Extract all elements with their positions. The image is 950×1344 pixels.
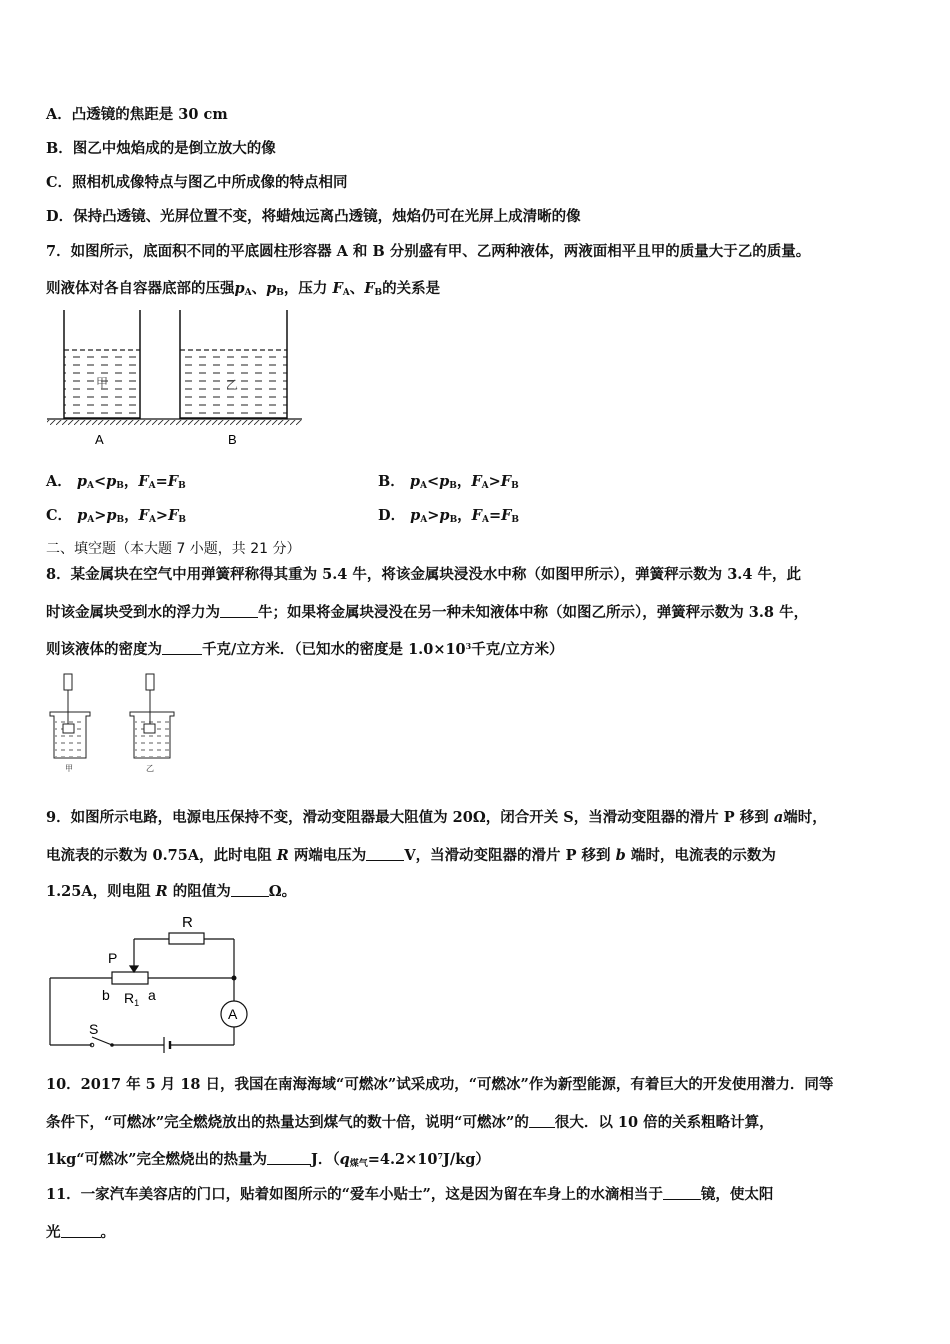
q10-stem-line1: 10．2017 年 5 月 18 日，我国在南海海域“可燃冰”试采成功，“可燃冰”作为新型能源，有着巨大的开发使用潜力．同等 [46, 1076, 834, 1093]
ground-hatch [47, 420, 302, 425]
q9-stem-line2: 电流表的示数为 0.75A，此时电阻 R 两端电压为 V，当滑动变阻器的滑片 P 移到 b 端时，电流表的示数为 [46, 847, 776, 864]
q9-stem-line1: 9．如图所示电路，电源电压保持不变，滑动变阻器最大阻值为 20Ω，闭合开关 S，当滑动变阻器的滑片 P 移到 a端时， [46, 809, 827, 826]
svg-text:S: S [89, 1021, 99, 1037]
q8-blank-1[interactable] [220, 605, 258, 618]
q6-option-c: C．照相机成像特点与图乙中所成像的特点相同 [46, 174, 348, 191]
q6-option-b: B．图乙中烛焰成的是倒立放大的像 [46, 140, 276, 157]
q10-blank-1[interactable] [529, 1115, 555, 1128]
rheostat-r1 [112, 972, 148, 984]
svg-text:乙: 乙 [146, 764, 154, 773]
q11-blank-2[interactable] [61, 1225, 101, 1238]
q8-spring-scale-figure [44, 670, 194, 775]
svg-text:乙: 乙 [226, 378, 239, 392]
resistor-r [169, 933, 204, 944]
svg-text:R1: $R_1$ [124, 990, 140, 1008]
svg-text:甲: 甲 [65, 764, 73, 773]
q7-option-d: D． $p_A>p_B$，$F_A=F_B$ [378, 507, 520, 525]
q7-option-b: B． $p_A<p_B$，$F_A>F_B$ [378, 473, 519, 491]
svg-text:A: A [228, 1006, 238, 1022]
container-b [180, 310, 287, 418]
q11-blank-1[interactable] [663, 1187, 701, 1200]
q10-blank-2[interactable] [267, 1152, 311, 1165]
beaker-jia [50, 674, 90, 773]
beaker-yi [130, 674, 174, 773]
svg-text:b: b [102, 987, 110, 1003]
q11-stem-line2: 光 。 [46, 1224, 115, 1241]
svg-text:R: R [182, 914, 193, 931]
q7-containers-figure [44, 305, 304, 455]
svg-text:甲: 甲 [96, 376, 109, 390]
q8-stem-line3: 则该液体的密度为 千克/立方米．（已知水的密度是 $1.0\times 10^3$千克/立方米） [46, 641, 564, 658]
q10-stem-line2: 条件下，“可燃冰”完全燃烧放出的热量达到煤气的数十倍，说明“可燃冰”的 很大．以 10 倍的关系粗略计算， [46, 1114, 774, 1131]
section-heading: 二、填空题（本大题 7 小题，共 21 分） [46, 541, 301, 557]
q9-blank-2[interactable] [231, 884, 269, 897]
q6-option-d: D．保持凸透镜、光屏位置不变，将蜡烛远离凸透镜，烛焰仍可在光屏上成清晰的像 [46, 208, 581, 225]
q8-stem-line2: 时该金属块受到水的浮力为 牛；如果将金属块浸没在另一种未知液体中称（如图乙所示），弹簧秤示数为 3.8 牛， [46, 604, 809, 621]
switch-s [92, 1037, 112, 1045]
q7-option-a: A． $p_A<p_B$，$F_A=F_B$ [46, 473, 186, 491]
q10-stem-line3: 1kg“可燃冰”完全燃烧出的热量为 J．$(q_{煤气}=4.2\times 10^7J/kg)$ [46, 1151, 490, 1169]
q7-stem-line2: 则液体对各自容器底部的压强$p_A$、$p_B$，压力 $F_A$、$F_B$的关系是 [46, 280, 441, 298]
q8-stem-line1: 8．某金属块在空气中用弹簧秤称得其重为 5.4 牛，将该金属块浸没水中称（如图甲所示），弹簧秤示数为 3.4 牛，此 [46, 566, 801, 583]
q7-option-c: C． $p_A>p_B$，$F_A>F_B$ [46, 507, 186, 525]
label-b: B [228, 432, 237, 447]
q11-stem-line1: 11．一家汽车美容店的门口，贴着如图所示的“爱车小贴士”，这是因为留在车身上的水滴相当于 镜，使太阳 [46, 1186, 774, 1203]
container-a [64, 310, 140, 418]
q9-stem-line3: 1.25A，则电阻 R 的阻值为 Ω。 [46, 883, 297, 900]
q9-circuit-diagram [44, 910, 254, 1060]
q8-blank-2[interactable] [162, 642, 202, 655]
q6-option-a: A．凸透镜的焦距是 30 cm [46, 106, 228, 123]
svg-text:P: P [108, 950, 118, 966]
svg-text:a: a [148, 987, 156, 1003]
q9-blank-1[interactable] [366, 848, 404, 861]
q7-stem-line1: 7．如图所示，底面积不同的平底圆柱形容器 A 和 B 分别盛有甲、乙两种液体，两液面相平且甲的质量大于乙的质量。 [46, 243, 811, 260]
label-a: A [95, 432, 104, 447]
